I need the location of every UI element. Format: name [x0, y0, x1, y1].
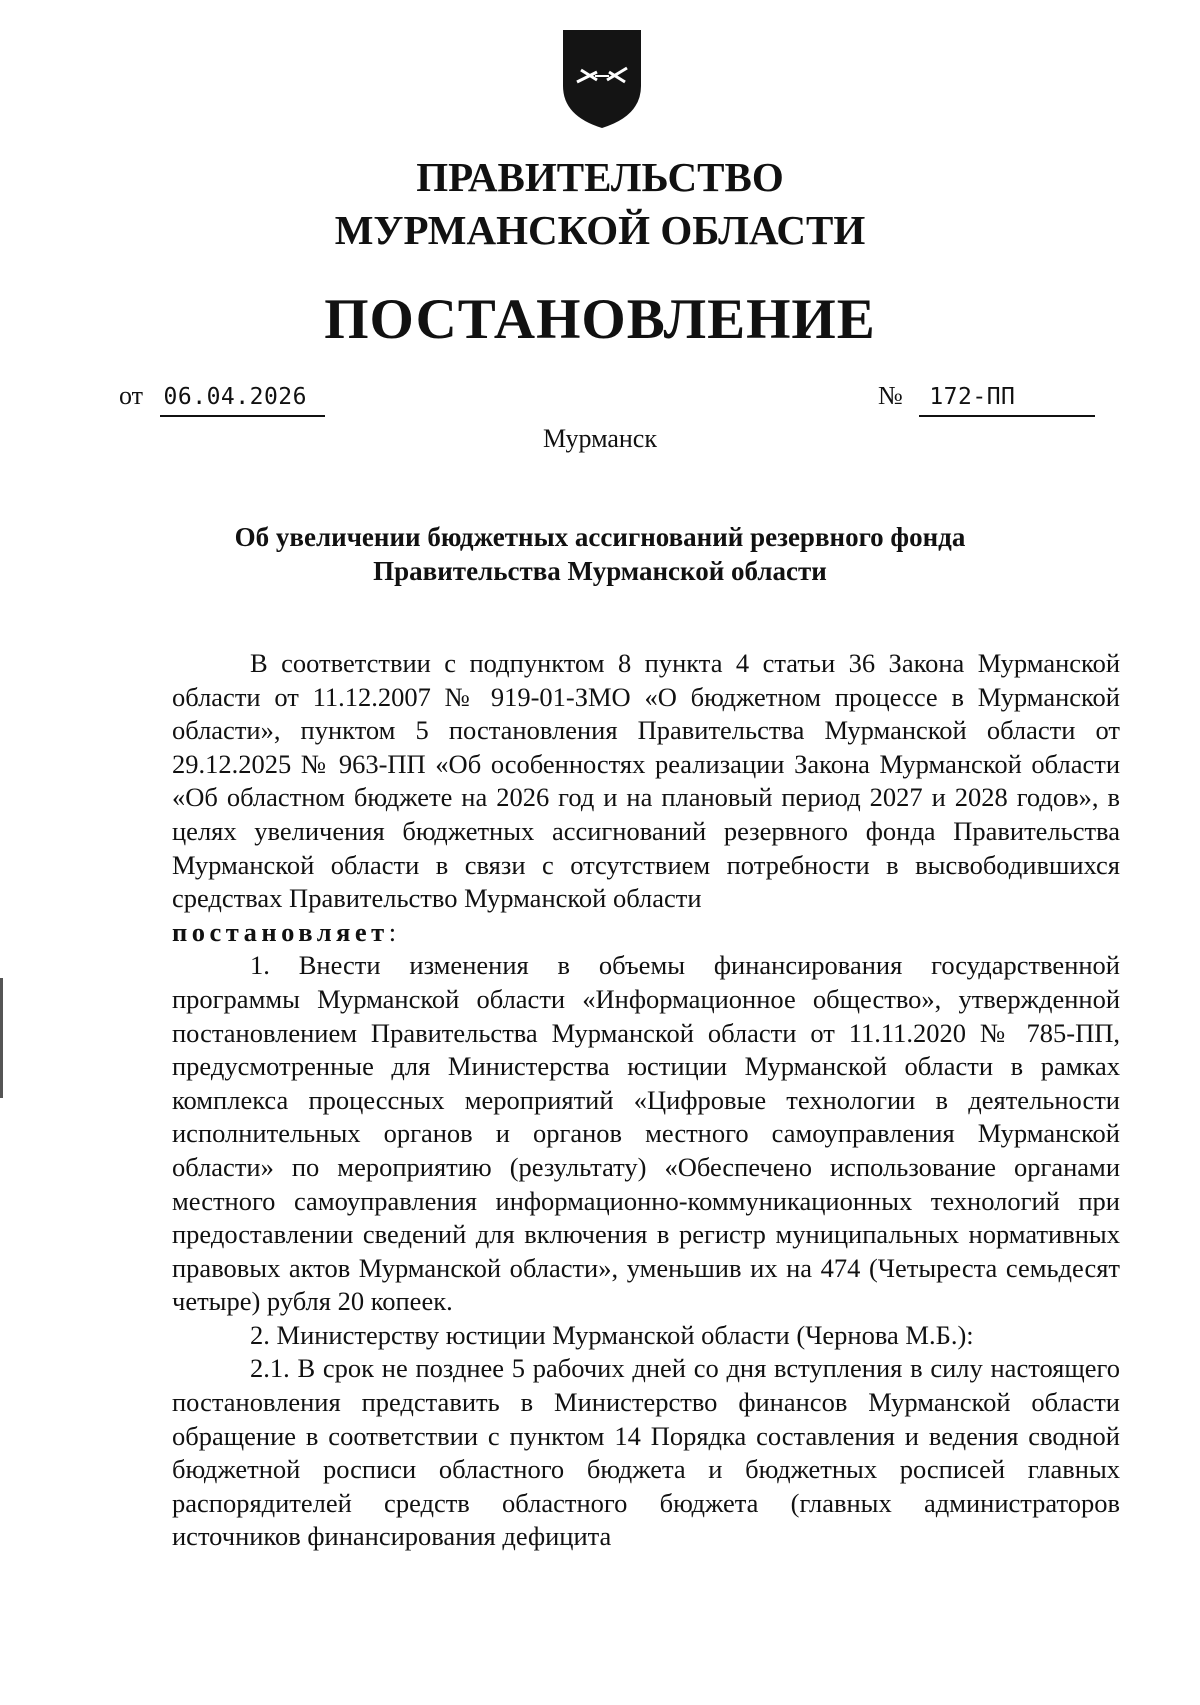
- item-2-paragraph: 2. Министерству юстиции Мурманской области (Чернова М.Б.):: [250, 1319, 974, 1350]
- org-name-line1: ПРАВИТЕЛЬСТВО: [416, 154, 784, 200]
- item-1-paragraph: 1. Внести изменения в объемы финансирования государственной программы Мурманской области «Информационное общество», утвержденной постановлением Правительства Мурманской области от 11.11.2020 № 785-ПП, предусмотренные для Министерства юстиции Мурманской области в рамках комплекса процессных мероприятий «Цифровые технологии в деятельности исполнительных органов и органов местного самоуправления Мурманской области» по мероприятию (результату) «Обеспечено использование органами местного самоуправления информационно-коммуникационных технологий при предоставлении сведений для включения в регистр муниципальных нормативных правовых актов Мурманской области», уменьшив их на 474 (Четыреста семьдесят четыре) рубля 20 копеек.: [172, 950, 1120, 1317]
- subject-line2: Правительства Мурманской области: [373, 556, 827, 586]
- resolves-colon: :: [388, 916, 397, 947]
- document-subject: [0, 520, 1200, 588]
- number-row: [878, 378, 1095, 417]
- document-type: ПОСТАНОВЛЕНИЕ: [324, 288, 876, 351]
- scan-margin-mark: [0, 978, 3, 1098]
- number-prefix: №: [878, 381, 903, 410]
- org-name-line2: МУРМАНСКОЙ ОБЛАСТИ: [334, 207, 866, 253]
- item-2-1-paragraph: 2.1. В срок не позднее 5 рабочих дней со дня вступления в силу настоящего постановления представить в Министерство финансов Мурманской области обращение в соответствии с пунктом 14 Порядка составления и ведения сводной бюджетной росписи областного бюджета и бюджетных росписей главных распорядителей средств областного бюджета (главных администраторов источников финансирования дефицита: [172, 1353, 1120, 1552]
- document-body: [172, 647, 1120, 1554]
- number-value: 172-ПП: [919, 379, 1095, 417]
- preamble-text: В соответствии с подпунктом 8 пункта 4 статьи 36 Закона Мурманской области от 11.12.2007 № 919-01-ЗМО «О бюджетном процессе в Мурманской области», пунктом 5 постановления Правительства Мурманской области от 29.12.2025 № 963-ПП «Об особенностях реализации Закона Мурманской области «Об областном бюджете на 2026 год и на плановый период 2027 и 2028 годов», в целях увеличения бюджетных ассигнований резервного фонда Правительства Мурманской области в связи с отсутствием потребности в высвободившихся средствах Правительство Мурманской области: [172, 648, 1120, 914]
- murmansk-coat-of-arms-icon: [559, 24, 645, 132]
- preamble-paragraph: [172, 647, 1120, 949]
- subject-line1: Об увеличении бюджетных ассигнований резервного фонда: [234, 522, 966, 552]
- city: Мурманск: [543, 424, 657, 453]
- resolves-word: постановляет: [172, 916, 389, 947]
- date-row: [119, 378, 325, 417]
- date-value: 06.04.2026: [160, 379, 325, 417]
- date-prefix: от: [119, 381, 144, 410]
